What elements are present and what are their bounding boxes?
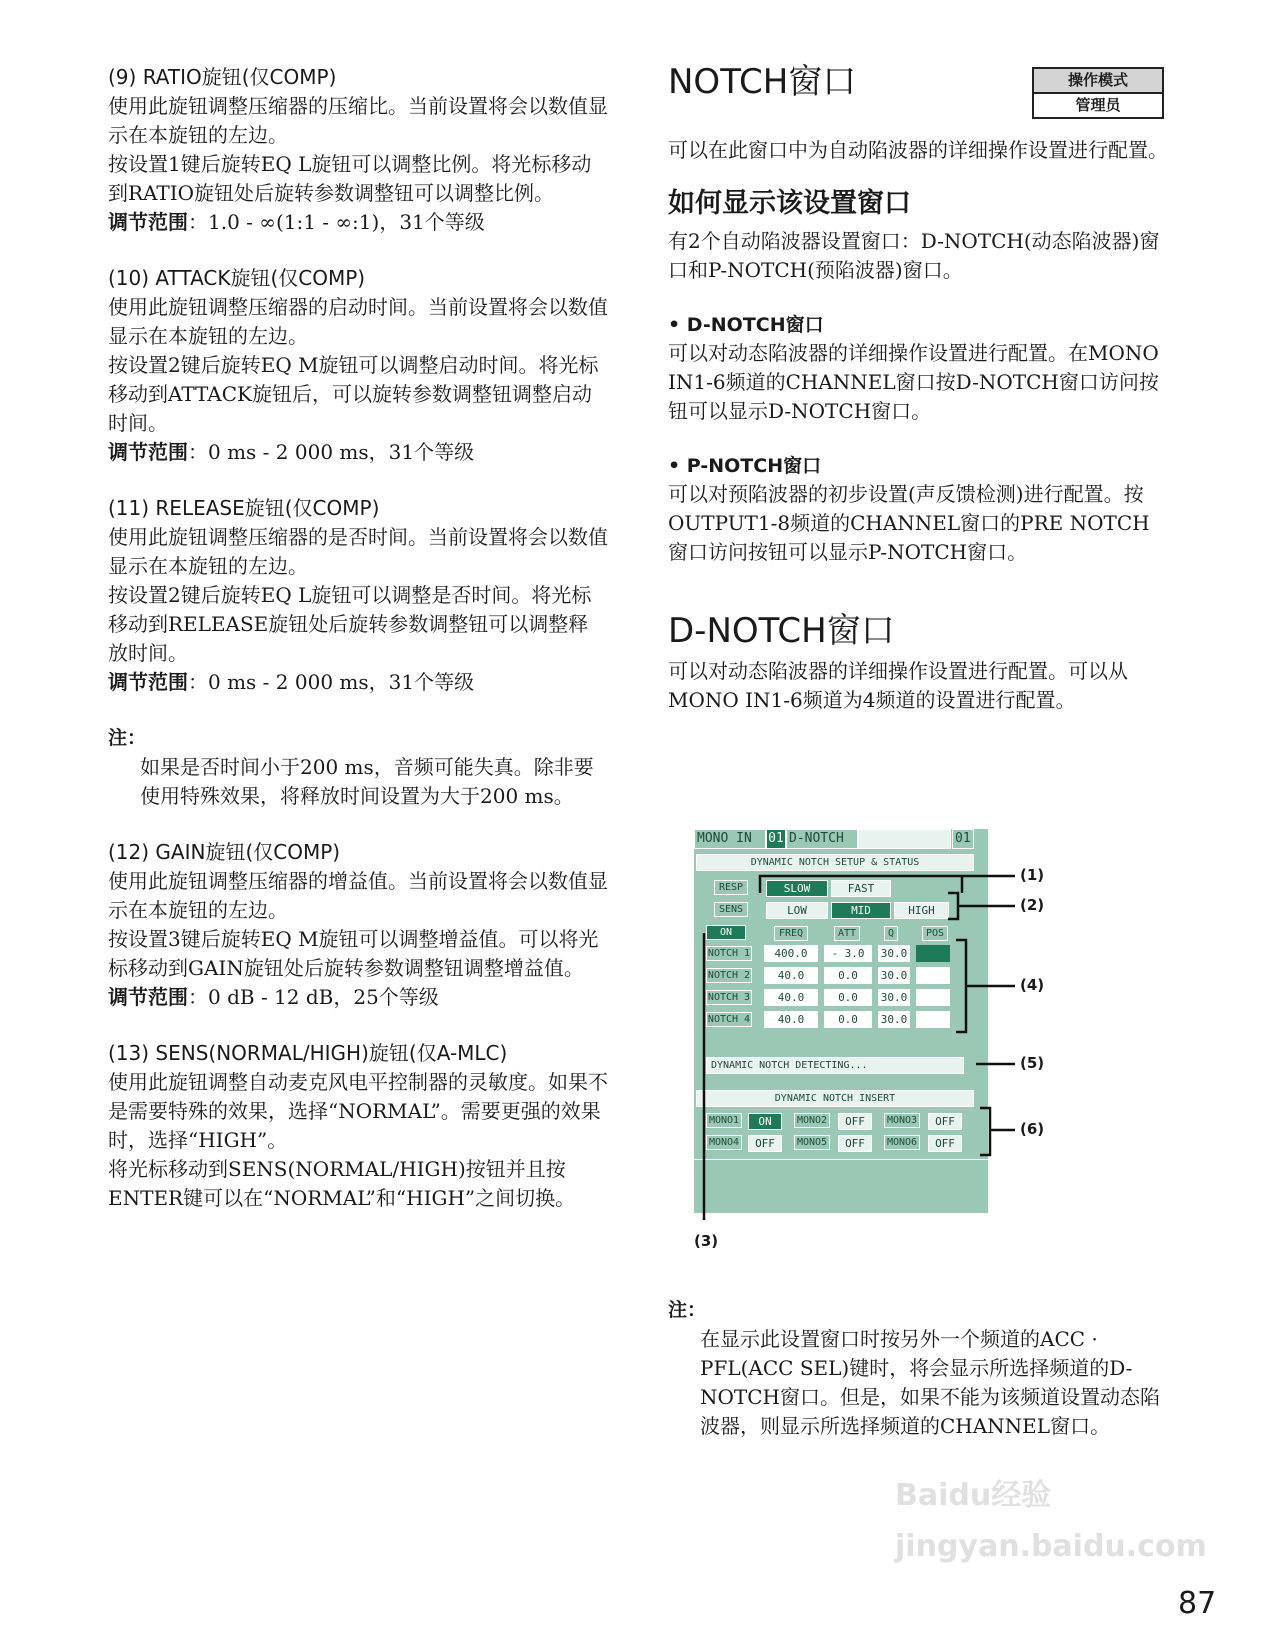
tab-d-notch[interactable]: D-NOTCH xyxy=(786,829,858,849)
section-heading: (11) RELEASE旋钮(仅COMP) xyxy=(108,496,380,520)
dnotch-bullet-heading: • D-NOTCH窗口 xyxy=(668,314,824,336)
section-heading: (9) RATIO旋钮(仅COMP) xyxy=(108,65,337,89)
notch-1-freq[interactable]: 400.0 xyxy=(764,945,818,962)
dnotch-window-title: D-NOTCH窗口 xyxy=(668,611,895,651)
callout-2: (2) xyxy=(1020,896,1045,914)
notch-1-label: NOTCH 1 xyxy=(707,948,751,959)
intro-text: 可以在此窗口中为自动陷波器的详细操作设置进行配置。 xyxy=(668,138,1168,162)
mono6-label: MONO6 xyxy=(884,1135,920,1150)
range-label: 调节范围 xyxy=(108,670,188,694)
paragraph: 按设置1键后旋转EQ L旋钮可以调整比例。将光标移动到RATIO旋钮处后旋转参数调整钮可以调整比例。 xyxy=(108,152,592,205)
section-heading: (12) GAIN旋钮(仅COMP) xyxy=(108,840,341,864)
mono1-label: MONO1 xyxy=(706,1113,742,1128)
paragraph: 将光标移动到SENS(NORMAL/HIGH)按钮并且按ENTER键可以在“NORMAL”和“HIGH”之间切换。 xyxy=(108,1157,576,1210)
mono5-label: MONO5 xyxy=(794,1135,830,1150)
range-value: ：0 ms - 2 000 ms，31个等级 xyxy=(188,440,475,464)
mono4-label: MONO4 xyxy=(706,1135,742,1150)
note-dnotch xyxy=(668,1295,1168,1441)
callout-bracket-6 xyxy=(980,1108,990,1155)
slow-button[interactable]: SLOW xyxy=(766,880,828,897)
insert-bar: DYNAMIC NOTCH INSERT xyxy=(696,1090,974,1107)
notch-4-freq[interactable]: 40.0 xyxy=(764,1011,818,1028)
tab-mono-in[interactable]: MONO IN xyxy=(694,829,766,849)
callout-3: (3) xyxy=(694,1232,719,1250)
mid-button[interactable]: MID xyxy=(831,902,891,919)
notch-2-att[interactable]: 0.0 xyxy=(824,967,872,984)
q-label: Q xyxy=(884,926,898,941)
paragraph: 使用此旋钮调整压缩器的压缩比。当前设置将会以数值显示在本旋钮的左边。 xyxy=(108,94,608,147)
section-heading: (13) SENS(NORMAL/HIGH)旋钮(仅A-MLC) xyxy=(108,1041,508,1065)
range-value: ：0 dB - 12 dB，25个等级 xyxy=(188,985,439,1009)
fast-button[interactable]: FAST xyxy=(831,880,891,897)
dnotch-text: 可以对动态陷波器的详细操作设置进行配置。在MONO IN1-6频道的CHANNEL窗口按D-NOTCH窗口访问按钮可以显示D-NOTCH窗口。 xyxy=(668,341,1159,423)
section-heading: (10) ATTACK旋钮(仅COMP) xyxy=(108,266,366,290)
callout-bracket-4 xyxy=(956,940,966,1032)
low-button[interactable]: LOW xyxy=(766,902,828,919)
how-heading: 如何显示该设置窗口 xyxy=(668,188,911,219)
mono2-toggle[interactable]: OFF xyxy=(838,1113,872,1130)
paragraph: 使用此旋钮调整压缩器的是否时间。当前设置将会以数值显示在本旋钮的左边。 xyxy=(108,525,608,578)
paragraph: 按设置2键后旋转EQ L旋钮可以调整是否时间。将光标移动到RELEASE旋钮处后旋转参数调整钮可以调整释放时间。 xyxy=(108,583,592,665)
notch-4-q[interactable]: 30.0 xyxy=(878,1011,910,1028)
notch-3-label: NOTCH 3 xyxy=(707,992,751,1003)
notch-1-q[interactable]: 30.0 xyxy=(878,945,910,962)
callout-1: (1) xyxy=(1020,866,1045,884)
sens-label: SENS xyxy=(714,902,748,917)
range-label: 调节范围 xyxy=(108,440,188,464)
paragraph: 按设置3键后旋转EQ M旋钮可以调整增益值。可以将光标移动到GAIN旋钮处后旋转参数调整钮调整增益值。 xyxy=(108,927,599,980)
note-label: 注： xyxy=(668,1299,707,1321)
notch-4-label: NOTCH 4 xyxy=(707,1014,751,1025)
notch-4-att[interactable]: 0.0 xyxy=(824,1011,872,1028)
page-title: NOTCH窗口 xyxy=(668,62,857,102)
mono2-label: MONO2 xyxy=(794,1113,830,1128)
mono1-toggle[interactable]: ON xyxy=(748,1113,782,1130)
mode-label: 操作模式 xyxy=(1034,69,1162,94)
how-text: 有2个自动陷波器设置窗口：D-NOTCH(动态陷波器)窗口和P-NOTCH(预陷波器)窗口。 xyxy=(668,229,1160,282)
detecting-status: DYNAMIC NOTCH DETECTING... xyxy=(706,1057,964,1074)
pos-label: POS xyxy=(922,926,948,941)
notch-1-att[interactable]: - 3.0 xyxy=(824,945,872,962)
mono5-toggle[interactable]: OFF xyxy=(838,1135,872,1152)
range-label: 调节范围 xyxy=(108,985,188,1009)
notch-on-button[interactable]: ON xyxy=(706,925,746,940)
callout-line-1 xyxy=(760,876,1005,893)
paragraph: 按设置2键后旋转EQ M旋钮可以调整启动时间。将光标移动到ATTACK旋钮后，可以旋转参数调整钮调整启动时间。 xyxy=(108,353,599,435)
page-number: 87 xyxy=(1178,1586,1217,1621)
callout-6: (6) xyxy=(1020,1120,1045,1138)
freq-label: FREQ xyxy=(774,926,808,941)
note-label: 注： xyxy=(108,727,147,749)
notch-2-label: NOTCH 2 xyxy=(707,970,751,981)
range-label: 调节范围 xyxy=(108,210,188,234)
mono6-toggle[interactable]: OFF xyxy=(928,1135,962,1152)
setup-status-bar: DYNAMIC NOTCH SETUP & STATUS xyxy=(696,854,974,871)
att-label: ATT xyxy=(834,926,860,941)
watermark-text: Baidu经验 jingyan.baidu.com xyxy=(895,1478,1207,1564)
callout-4: (4) xyxy=(1020,976,1045,994)
mono3-label: MONO3 xyxy=(884,1113,920,1128)
mono4-toggle[interactable]: OFF xyxy=(748,1135,782,1152)
high-button[interactable]: HIGH xyxy=(894,902,949,919)
range-value: ：1.0 - ∞(1:1 - ∞:1)，31个等级 xyxy=(188,210,485,234)
mode-value: 管理员 xyxy=(1075,96,1121,114)
notch-3-freq[interactable]: 40.0 xyxy=(764,989,818,1006)
paragraph: 使用此旋钮调整自动麦克风电平控制器的灵敏度。如果不是需要特殊的效果，选择“NORMAL”。需要更强的效果时，选择“HIGH”。 xyxy=(108,1070,608,1152)
notch-2-q[interactable]: 30.0 xyxy=(878,967,910,984)
callout-bracket-2 xyxy=(948,893,958,919)
range-value: ：0 ms - 2 000 ms，31个等级 xyxy=(188,670,475,694)
callout-5: (5) xyxy=(1020,1054,1045,1072)
dnotch-window-text: 可以对动态陷波器的详细操作设置进行配置。可以从MONO IN1-6频道为4频道的设置进行配置。 xyxy=(668,659,1128,712)
notch-3-q[interactable]: 30.0 xyxy=(878,989,910,1006)
pnotch-bullet-heading: • P-NOTCH窗口 xyxy=(668,455,822,477)
paragraph: 使用此旋钮调整压缩器的增益值。当前设置将会以数值显示在本旋钮的左边。 xyxy=(108,869,608,922)
resp-label: RESP xyxy=(714,880,748,895)
paragraph: 使用此旋钮调整压缩器的启动时间。当前设置将会以数值显示在本旋钮的左边。 xyxy=(108,295,608,348)
tab-mono-in-number: 01 xyxy=(766,829,786,849)
note-text: 如果是否时间小于200 ms，音频可能失真。除非要使用特殊效果，将释放时间设置为大于200 ms。 xyxy=(140,755,594,808)
tab-channel-number: 01 xyxy=(952,829,974,849)
pnotch-text: 可以对预陷波器的初步设置(声反馈检测)进行配置。按OUTPUT1-8频道的CHANNEL窗口的PRE NOTCH窗口访问按钮可以显示P-NOTCH窗口。 xyxy=(668,482,1150,564)
watermark-logo xyxy=(895,1468,1207,1570)
notch-3-att[interactable]: 0.0 xyxy=(824,989,872,1006)
note-text: 在显示此设置窗口时按另外一个频道的ACC · PFL(ACC SEL)键时，将会显示所选择频道的D-NOTCH窗口。但是，如果不能为该频道设置动态陷波器，则显示所选择频道的CHANNEL窗口。 xyxy=(700,1327,1160,1438)
mono3-toggle[interactable]: OFF xyxy=(928,1113,962,1130)
notch-2-freq[interactable]: 40.0 xyxy=(764,967,818,984)
